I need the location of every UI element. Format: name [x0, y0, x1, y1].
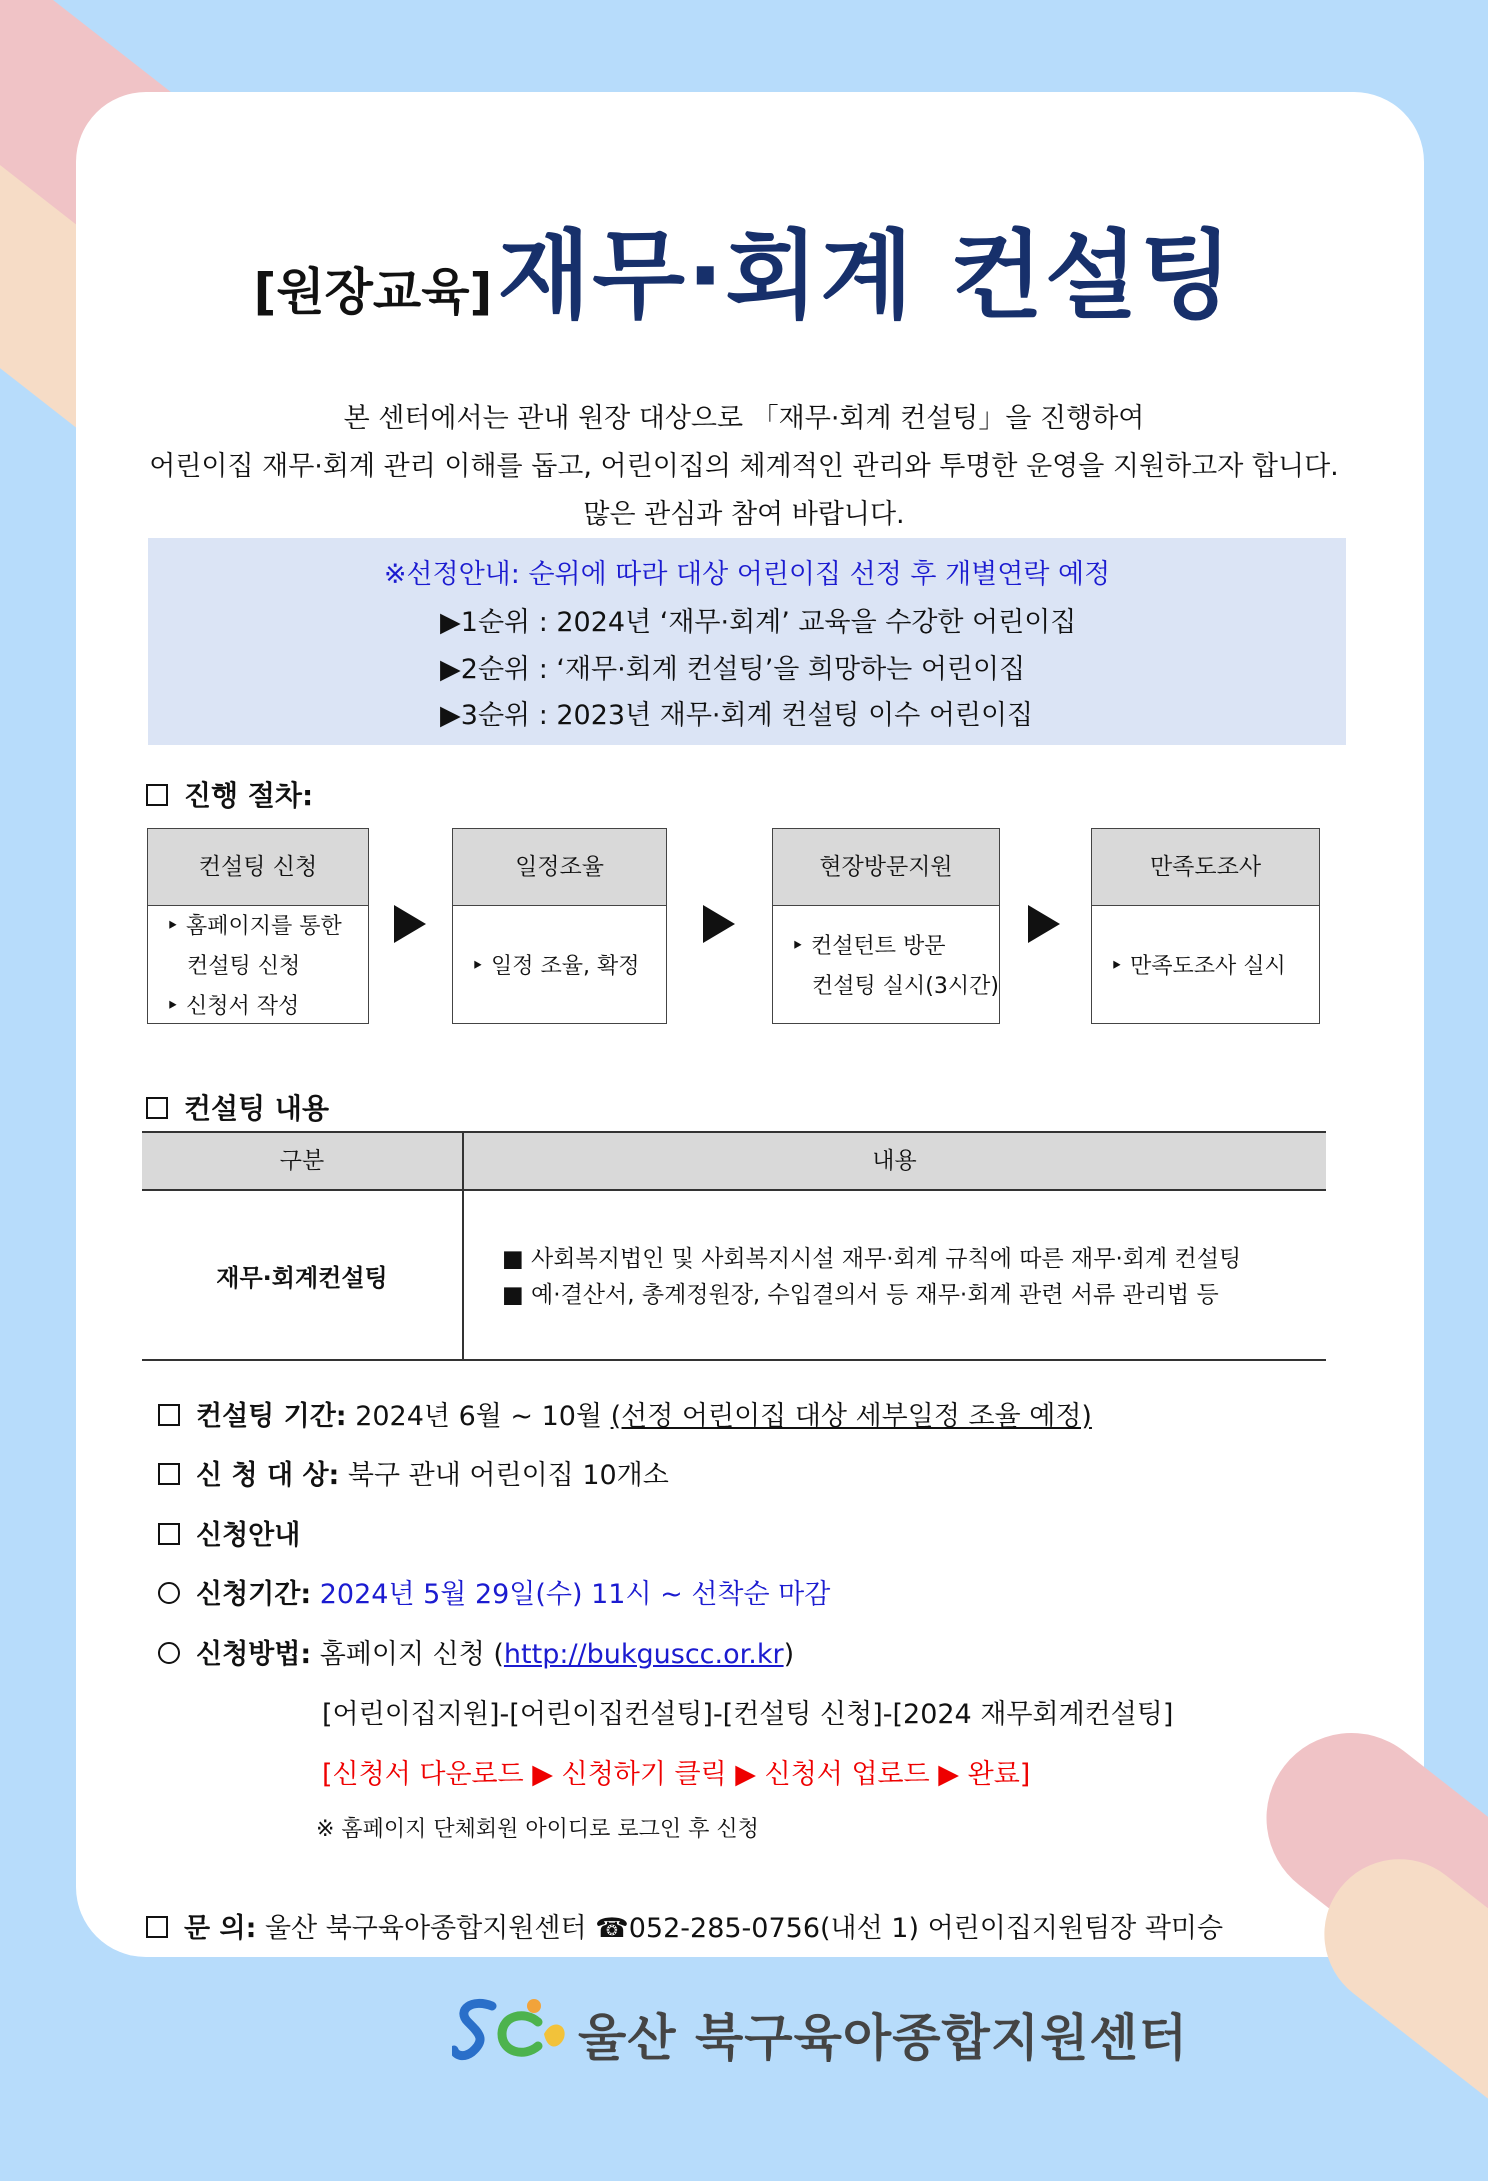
step-title: 현장방문지원: [773, 829, 999, 906]
apply-method-line: 신청방법: 홈페이지 신청 (http://bukguscc.or.kr): [158, 1632, 794, 1671]
notice-heading: ※선정안내: 순위에 따라 대상 어린이집 선정 후 개별연락 예정: [383, 559, 1111, 590]
apply-steps: [신청서 다운로드 ▶ 신청하기 클릭 ▶ 신청서 업로드 ▶ 완료]: [322, 1759, 1031, 1790]
checkbox-square-icon: [158, 1523, 180, 1545]
priority-item: ▶1순위 : 2024년 ‘재무·회계’ 교육을 수강한 어린이집: [440, 607, 1077, 638]
table-header-border: [142, 1189, 1326, 1191]
period-line: 컨설팅 기간: 2024년 6월 ~ 10월 (선정 어린이집 대상 세부일정 조율 예정): [158, 1394, 1092, 1433]
apply-period-line: 신청기간: 2024년 5월 29일(수) 11시 ~ 선착순 마감: [158, 1572, 830, 1611]
intro-line: 어린이집 재무·회계 관리 이해를 돕고, 어린이집의 체계적인 관리와 투명한 운영을 지원하고자 합니다.: [149, 451, 1339, 482]
apply-info-heading: 신청안내: [158, 1513, 300, 1552]
selection-notice: [148, 538, 1346, 745]
contact-line: 문 의: 울산 북구육아종합지원센터 ☎052-285-0756(내선 1) 어린이집지원팀장 곽미승: [146, 1906, 1223, 1945]
apply-menu-path: [어린이집지원]-[어린이집컨설팅]-[컨설팅 신청]-[2024 재무회계컨설팅]: [322, 1699, 1174, 1730]
intro-line: 많은 관심과 참여 바랍니다.: [583, 499, 905, 530]
intro-line: 본 센터에서는 관내 원장 대상으로 「재무·회계 컨설팅」을 진행하여: [343, 403, 1145, 434]
intro-text: [0, 395, 1488, 539]
table-header-category: 구분: [142, 1133, 462, 1189]
homepage-link[interactable]: http://bukguscc.or.kr: [503, 1639, 784, 1670]
arrow-right-icon: [394, 905, 426, 943]
circle-bullet-icon: [158, 1582, 180, 1604]
checkbox-square-icon: [146, 1916, 168, 1938]
checkbox-square-icon: [158, 1463, 180, 1485]
procedure-step: [772, 828, 1000, 1024]
footer-org-name: 울산 북구육아종합지원센터: [578, 2009, 1189, 2067]
step-body: ‣ 컨설턴트 방문 컨설팅 실시(3시간): [791, 934, 999, 999]
table-header-content: 내용: [463, 1133, 1326, 1189]
procedure-heading: 진행 절차:: [146, 774, 313, 814]
table-bottom-border: [142, 1359, 1326, 1361]
checkbox-square-icon: [146, 1097, 168, 1119]
priority-item: ▶2순위 : ‘재무·회계 컨설팅’을 희망하는 어린이집: [440, 654, 1026, 685]
apply-note: ※ 홈페이지 단체회원 아이디로 로그인 후 신청: [316, 1817, 759, 1842]
arrow-right-icon: [1028, 905, 1060, 943]
center-logo-icon: [452, 1988, 570, 2068]
content-heading: 컨설팅 내용: [146, 1087, 329, 1127]
procedure-step: [1091, 828, 1320, 1024]
step-title: 일정조율: [453, 829, 666, 906]
table-bullet: ■ 예·결산서, 총계정원장, 수입결의서 등 재무·회계 관련 서류 관리법 등: [502, 1282, 1219, 1308]
step-body: ‣ 일정 조율, 확정: [471, 954, 640, 979]
table-column-divider: [462, 1131, 464, 1360]
priority-item: ▶3순위 : 2023년 재무·회계 컨설팅 이수 어린이집: [440, 700, 1034, 731]
table-bullet: ■ 사회복지법인 및 사회복지시설 재무·회계 규칙에 따른 재무·회계 컨설팅: [502, 1246, 1242, 1272]
procedure-step: [147, 828, 369, 1024]
target-line: 신 청 대 상: 북구 관내 어린이집 10개소: [158, 1453, 669, 1492]
table-row-label: 재무·회계컨설팅: [216, 1264, 388, 1292]
procedure-step: [452, 828, 667, 1024]
step-title: 만족도조사: [1092, 829, 1319, 906]
step-title: 컨설팅 신청: [148, 829, 368, 906]
arrow-right-icon: [703, 905, 735, 943]
page-title: [0, 200, 1488, 337]
title-main: 재무·회계 컨설팅: [497, 220, 1235, 332]
checkbox-square-icon: [146, 784, 168, 806]
title-prefix: [원장교육]: [253, 263, 493, 321]
circle-bullet-icon: [158, 1642, 180, 1664]
step-body: ‣ 만족도조사 실시: [1110, 954, 1286, 979]
checkbox-square-icon: [158, 1404, 180, 1426]
step-body: ‣ 홈페이지를 통한 컨설팅 신청 ‣ 신청서 작성: [166, 914, 342, 1019]
